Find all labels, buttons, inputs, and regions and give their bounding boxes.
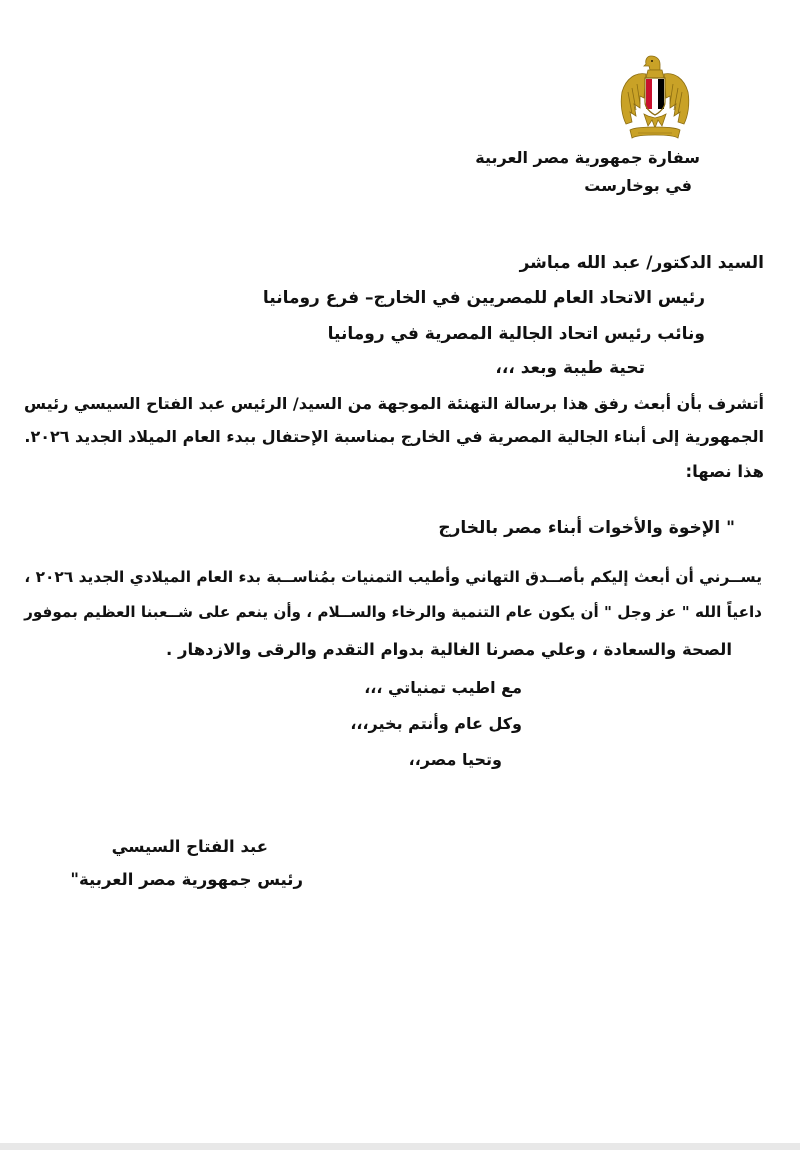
recipient-title-2: ونائب رئيس اتحاد الجالية المصرية في رومانيا <box>327 324 705 344</box>
intro-line: أتشرف بأن أبعث رفق هذا برسالة التهنئة الموجهة من السيد/ الرئيس عبد الفتاح السيسي رئيس <box>24 394 764 413</box>
closing-line: وكل عام وأنتم بخير،،، <box>350 714 522 733</box>
page-bottom-edge <box>0 1143 800 1150</box>
recipient-name: السيد الدكتور/ عبد الله مباشر <box>519 253 764 273</box>
greeting: تحية طيبة وبعد ،،، <box>495 358 645 378</box>
message-line: الصحة والسعادة ، وعلي مصرنا الغالية بدوام التقدم والرقى والازدهار . <box>166 640 732 659</box>
embassy-city: في بوخارست <box>584 176 692 195</box>
embassy-name: سفارة جمهورية مصر العربية <box>475 148 700 167</box>
signature-name: عبد الفتاح السيسي <box>111 837 268 856</box>
message-line: داعياً الله " عز وجل " أن يكون عام التنمية والرخاء والســلام ، وأن ينعم على شــعبنا العظيم بموفور <box>24 603 762 621</box>
intro-line: الجمهورية إلى أبناء الجالية المصرية في الخارج بمناسبة الإحتفال ببدء العام الميلاد الجديد ٢٠٢٦. <box>24 427 764 446</box>
closing-line: وتحيا مصر،، <box>408 750 502 769</box>
intro-line: هذا نصها: <box>685 462 764 481</box>
recipient-title-1: رئيس الاتحاد العام للمصريين في الخارج– فرع رومانيا <box>262 288 705 308</box>
closing-line: مع اطيب تمنياتي ،،، <box>364 678 522 697</box>
message-line: يســرني أن أبعث إليكم بأصــدق التهاني وأطيب التمنيات بمُناســبة بدء العام الميلادي الجديد ٢٠٢٦ ، <box>24 568 762 586</box>
signature-title: رئيس جمهورية مصر العربية" <box>70 870 303 889</box>
quote-heading: " الإخوة والأخوات أبناء مصر بالخارج <box>438 518 735 538</box>
eagle-of-saladin-emblem-icon <box>618 52 692 144</box>
